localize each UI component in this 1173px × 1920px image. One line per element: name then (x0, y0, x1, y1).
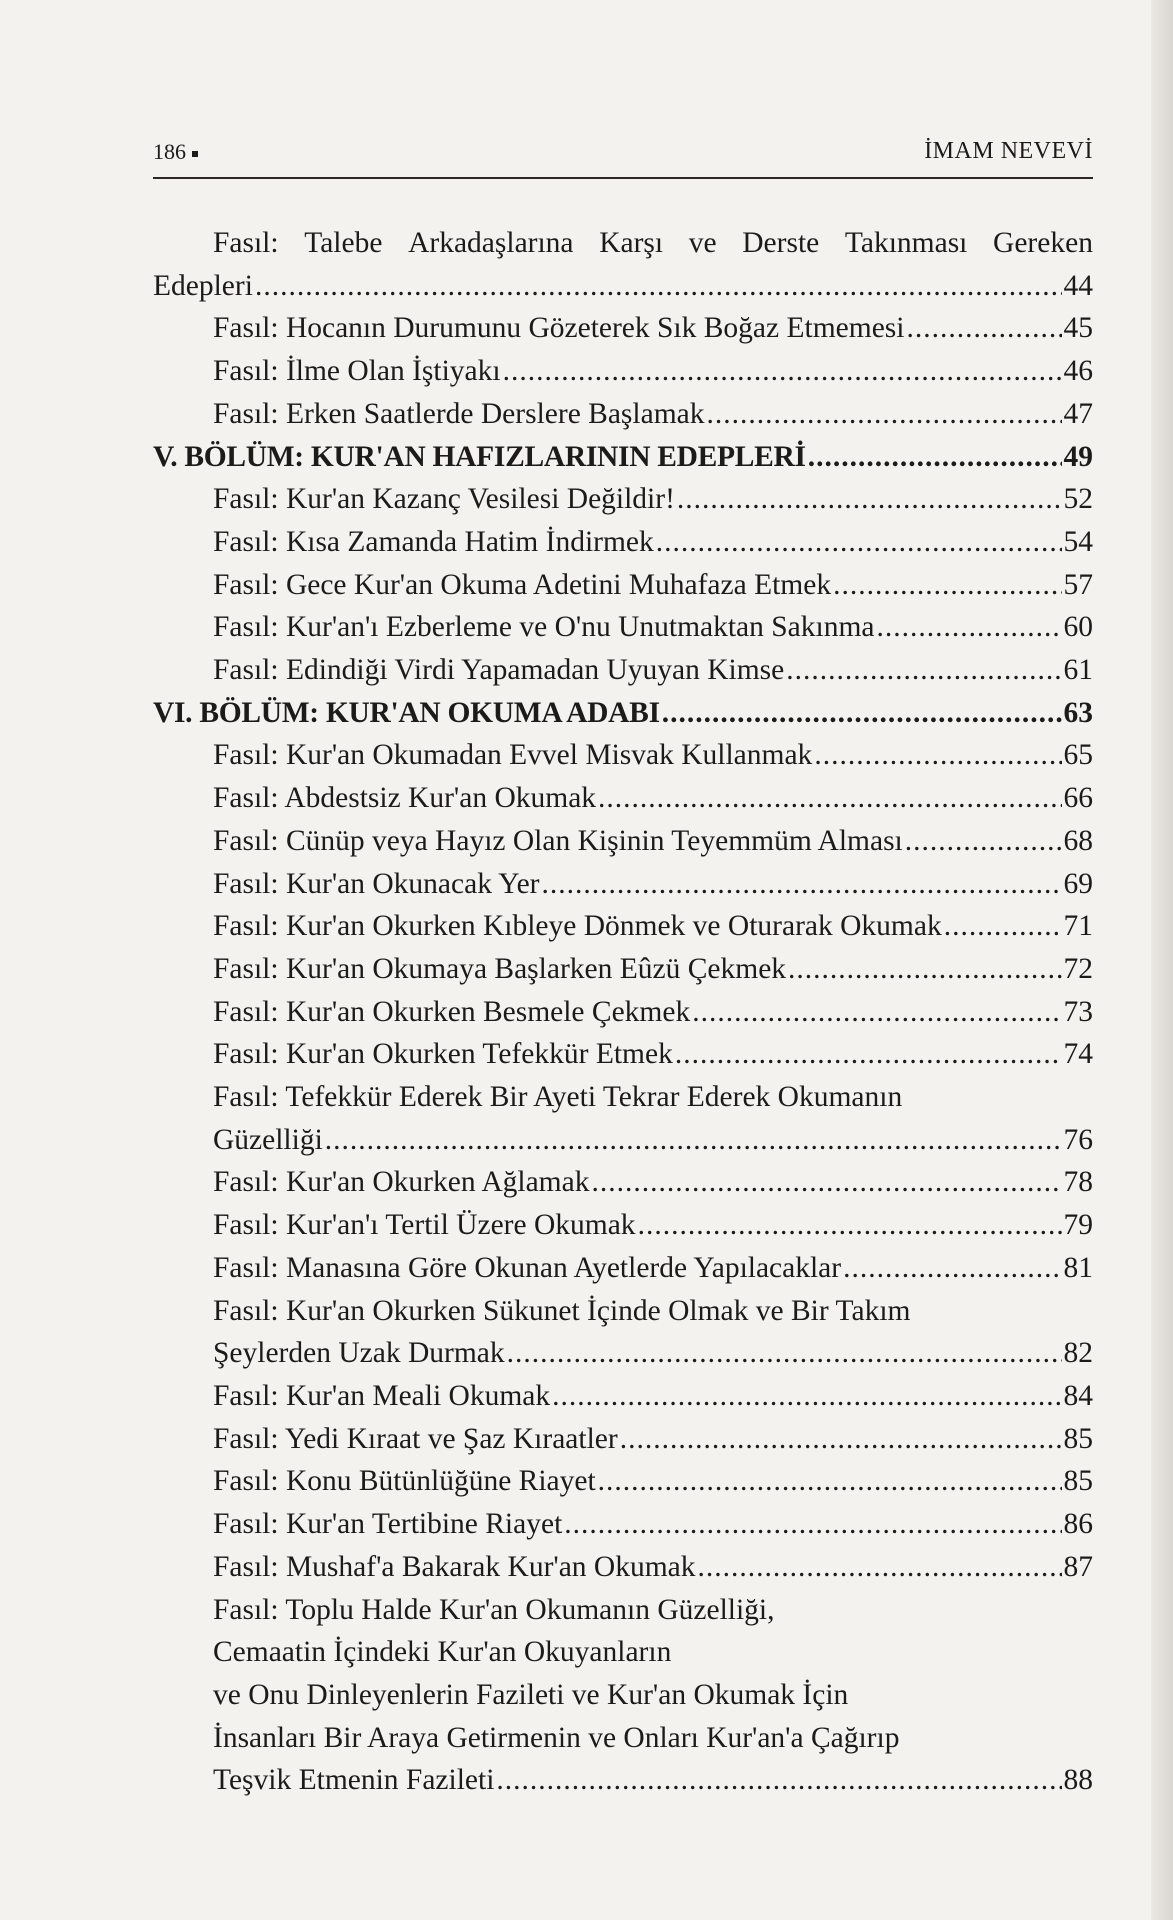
toc-page-number: 66 (1063, 782, 1093, 815)
dot-leader (675, 1033, 1062, 1076)
toc-page-number: 87 (1063, 1550, 1093, 1583)
toc-entry (153, 991, 1093, 1034)
toc-entry-title: Teşvik Etmenin Fazileti (213, 1764, 495, 1797)
page-number-text: 186 (153, 139, 186, 164)
toc-entry (153, 863, 1093, 906)
dot-leader (656, 521, 1062, 564)
dot-leader (662, 692, 1062, 735)
toc-entry-title: Fasıl: Kur'an'ı Ezberleme ve O'nu Unutmaktan Sakınma (213, 611, 875, 644)
toc-page-number: 60 (1063, 611, 1093, 644)
toc-page-number: 57 (1063, 568, 1093, 601)
toc-page-number: 73 (1063, 995, 1093, 1028)
toc-entry-title: Fasıl: Kur'an Kazanç Vesilesi Değildir! (213, 483, 675, 516)
dot-leader (707, 393, 1062, 436)
toc-entry-title: İnsanları Bir Araya Getirmenin ve Onları Kur'an'a Çağırıp (213, 1721, 900, 1754)
toc-page-number: 78 (1063, 1166, 1093, 1199)
toc-chapter (153, 692, 1093, 735)
dot-leader (843, 1247, 1061, 1290)
toc-chapter (153, 436, 1093, 479)
toc-entry (153, 478, 1093, 521)
toc-entry-title: Fasıl: Gece Kur'an Okuma Adetini Muhafaza Etmek (213, 568, 832, 601)
toc-entry (153, 948, 1093, 991)
dot-leader (905, 820, 1062, 863)
toc-entry (153, 1546, 1093, 1589)
toc-entry-title: Cemaatin İçindeki Kur'an Okuyanların (213, 1636, 672, 1669)
toc-entry (153, 393, 1093, 436)
toc-page-number: 79 (1063, 1209, 1093, 1242)
toc-entry-title: Fasıl: Hocanın Durumunu Gözeterek Sık Boğaz Etmemesi (213, 312, 905, 345)
page-number (153, 139, 198, 165)
bullet-icon (192, 151, 198, 157)
toc-page-number: 47 (1063, 397, 1093, 430)
toc-entry-title: Fasıl: Manasına Göre Okunan Ayetlerde Yapılacaklar (213, 1251, 842, 1284)
dot-leader (542, 863, 1062, 906)
toc-entry (153, 564, 1093, 607)
toc-entry (153, 1161, 1093, 1204)
toc-entry-title: Fasıl: Kısa Zamanda Hatim İndirmek (213, 525, 654, 558)
toc-page-number: 82 (1063, 1337, 1093, 1370)
page-header (153, 130, 1093, 180)
toc-entry (153, 1247, 1093, 1290)
toc-entry-title: Fasıl: Edindiği Virdi Yapamadan Uyuyan Kimse (213, 654, 785, 687)
toc-entry (153, 1589, 1093, 1803)
toc-entry (153, 1460, 1093, 1503)
dot-leader (564, 1503, 1061, 1546)
dot-leader (638, 1204, 1062, 1247)
toc-entry (153, 1076, 1093, 1161)
dot-leader (906, 307, 1061, 350)
dot-leader (598, 1460, 1062, 1503)
toc-page-number: 49 (1063, 440, 1093, 473)
toc-entry-title: Fasıl: Kur'an Okumadan Evvel Misvak Kullanmak (213, 739, 813, 772)
toc-page-number: 74 (1063, 1038, 1093, 1071)
toc-entry (153, 222, 1093, 307)
toc-page-number: 84 (1063, 1379, 1093, 1412)
toc-entry-title: Fasıl: Kur'an'ı Tertil Üzere Okumak (213, 1209, 636, 1242)
toc-page-number: 46 (1063, 355, 1093, 388)
toc-entry (153, 1204, 1093, 1247)
toc-entry-title: Fasıl: Konu Bütünlüğüne Riayet (213, 1465, 596, 1498)
toc-entry-title: Fasıl: Kur'an Okurken Kıbleye Dönmek ve Oturarak Okumak (213, 910, 942, 943)
toc-entry-title: Fasıl: Kur'an Okurken Besmele Çekmek (213, 995, 691, 1028)
toc-entry (153, 1290, 1093, 1375)
toc-entry-title: Güzelliği (213, 1123, 323, 1156)
dot-leader (496, 1759, 1061, 1802)
toc-page-number: 86 (1063, 1508, 1093, 1541)
toc-entry-title: ve Onu Dinleyenlerin Fazileti ve Kur'an Okumak İçin (213, 1678, 849, 1711)
toc-entry-title: Fasıl: Kur'an Okurken Ağlamak (213, 1166, 590, 1199)
toc-entry (153, 521, 1093, 564)
dot-leader (591, 1161, 1061, 1204)
toc-entry-title: V. BÖLÜM: KUR'AN HAFIZLARININ EDEPLERİ (153, 440, 806, 473)
toc-page-number: 72 (1063, 952, 1093, 985)
toc-page-number: 85 (1063, 1465, 1093, 1498)
dot-leader (598, 777, 1061, 820)
toc-entry-title: Fasıl: Erken Saatlerde Derslere Başlamak (213, 397, 705, 430)
toc-entry-title: Fasıl: Kur'an Tertibine Riayet (213, 1508, 563, 1541)
dot-leader (786, 649, 1061, 692)
dot-leader (814, 734, 1061, 777)
toc-entry (153, 307, 1093, 350)
toc-entry-title: Fasıl: Toplu Halde Kur'an Okumanın Güzelliği, (213, 1593, 775, 1626)
toc-entry-title: Fasıl: Cünüp veya Hayız Olan Kişinin Teyemmüm Alması (213, 824, 903, 857)
toc-entry (153, 606, 1093, 649)
toc-entry (153, 820, 1093, 863)
toc-page-number: 69 (1063, 867, 1093, 900)
toc-entry-title: Fasıl: İlme Olan İştiyakı (213, 355, 501, 388)
dot-leader (944, 905, 1062, 948)
toc-entry-title: Fasıl: Talebe Arkadaşlarına Karşı ve Derste Takınması Gereken (213, 227, 1093, 259)
dot-leader (877, 606, 1062, 649)
toc-entry-title: Fasıl: Mushaf'a Bakarak Kur'an Okumak (213, 1550, 696, 1583)
toc-entry-title: Fasıl: Tefekkür Ederek Bir Ayeti Tekrar Ederek Okumanın (213, 1081, 903, 1114)
dot-leader (833, 564, 1061, 607)
toc-entry-title: Fasıl: Kur'an Meali Okumak (213, 1379, 551, 1412)
toc-entry-title: Fasıl: Abdestsiz Kur'an Okumak (213, 782, 597, 815)
toc-page-number: 68 (1063, 824, 1093, 857)
toc-page-number: 61 (1063, 654, 1093, 687)
toc-entry (153, 777, 1093, 820)
dot-leader (507, 1332, 1062, 1375)
page-edge-shadow (1151, 0, 1173, 1920)
toc-entry (153, 1375, 1093, 1418)
dot-leader (698, 1546, 1062, 1589)
dot-leader (808, 436, 1062, 479)
toc-entry (153, 1033, 1093, 1076)
toc-page-number: 45 (1063, 312, 1093, 345)
toc-entry-title: VI. BÖLÜM: KUR'AN OKUMA ADABI (153, 696, 660, 729)
dot-leader (677, 478, 1062, 521)
toc-entry-title: Fasıl: Kur'an Okunacak Yer (213, 867, 540, 900)
toc-page-number: 52 (1063, 483, 1093, 516)
toc-entry (153, 734, 1093, 777)
toc-page-number: 88 (1063, 1764, 1093, 1797)
toc-entry (153, 905, 1093, 948)
toc-entry (153, 1418, 1093, 1461)
toc-entry-title: Edepleri (153, 269, 253, 302)
toc-entry-title: Şeylerden Uzak Durmak (213, 1337, 505, 1370)
header-divider (153, 177, 1093, 179)
toc-page-number: 71 (1063, 910, 1093, 943)
toc-entry-title: Fasıl: Kur'an Okurken Tefekkür Etmek (213, 1038, 673, 1071)
toc-entry (153, 350, 1093, 393)
toc-page-number: 63 (1063, 696, 1093, 729)
toc-page-number: 54 (1063, 525, 1093, 558)
dot-leader (255, 265, 1062, 308)
dot-leader (692, 991, 1061, 1034)
toc-page-number: 85 (1063, 1422, 1093, 1455)
toc-page-number: 65 (1063, 739, 1093, 772)
toc-entry-title: Fasıl: Kur'an Okumaya Başlarken Eûzü Çekmek (213, 952, 787, 985)
dot-leader (503, 350, 1062, 393)
dot-leader (620, 1418, 1062, 1461)
dot-leader (325, 1119, 1062, 1162)
dot-leader (788, 948, 1061, 991)
dot-leader (552, 1375, 1061, 1418)
running-title: İMAM NEVEVİ (924, 138, 1093, 164)
toc-page-number: 76 (1063, 1123, 1093, 1156)
toc-entry-title: Fasıl: Kur'an Okurken Sükunet İçinde Olmak ve Bir Takım (213, 1294, 911, 1327)
toc-page-number: 44 (1063, 269, 1093, 302)
toc-entry (153, 649, 1093, 692)
table-of-contents (153, 222, 1093, 1802)
toc-page-number: 81 (1063, 1251, 1093, 1284)
toc-entry-title: Fasıl: Yedi Kıraat ve Şaz Kıraatler (213, 1422, 618, 1455)
toc-entry (153, 1503, 1093, 1546)
